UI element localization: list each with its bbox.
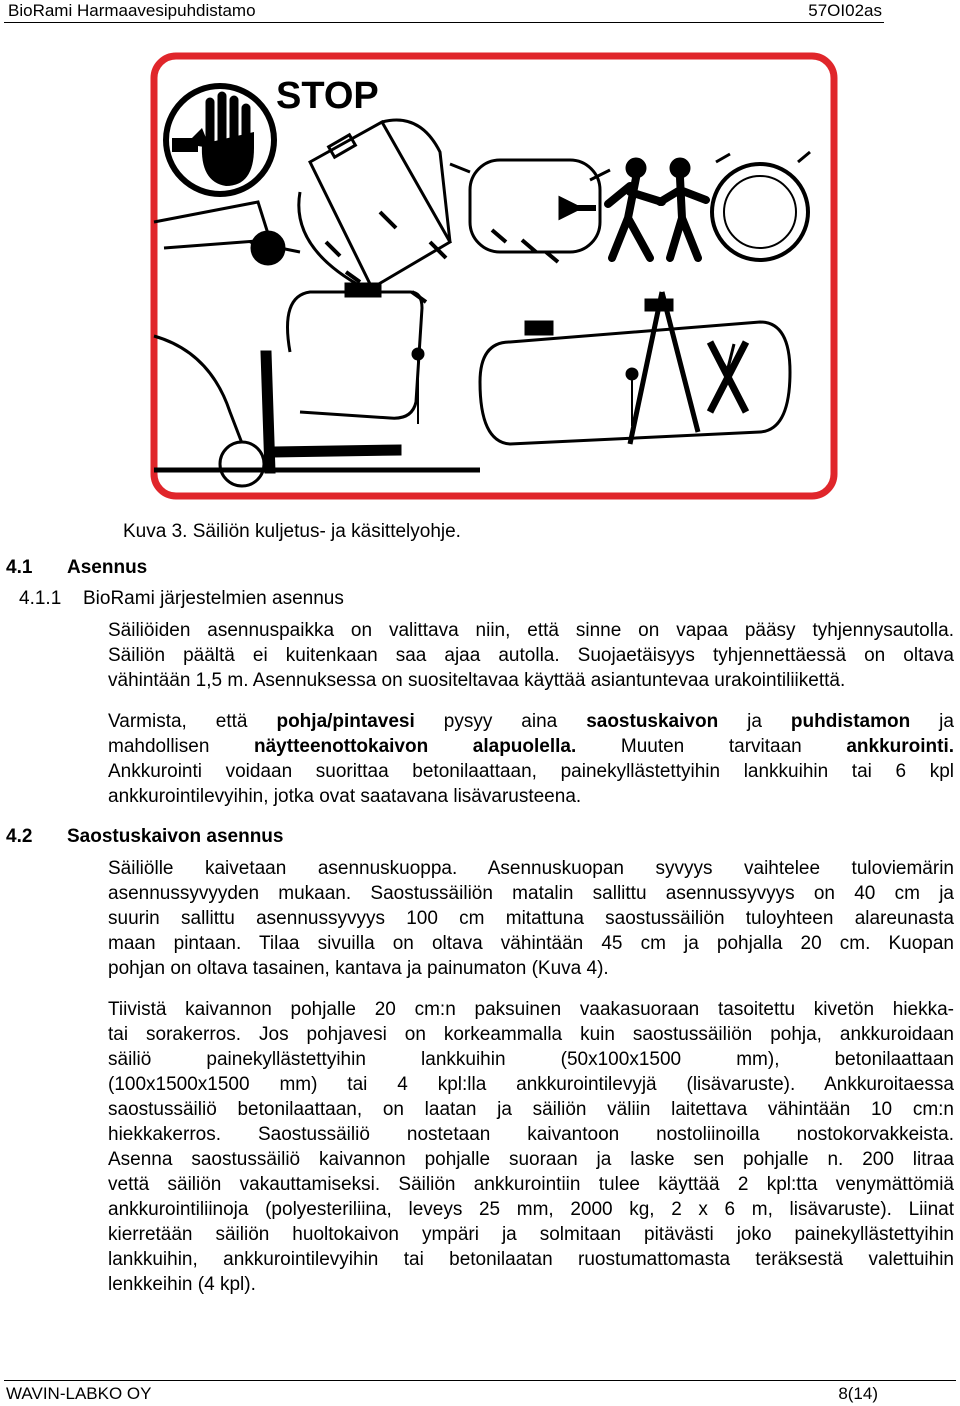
paragraph-line: Ankkurointi voidaan suorittaa betonilaattaan, painekyllästettyihin lankkuihin tai 6 kpl: [108, 761, 954, 782]
text-run: pysyy aina: [414, 711, 587, 732]
page-header: [4, 0, 884, 23]
paragraph-line: Tiivistä kaivannon pohjalle 20 cm:n paksuinen vaakasuoraan tasoitettu kivetön hiekka-: [108, 999, 954, 1020]
bold-run: saostuskaivon: [586, 711, 719, 732]
section-heading-4-2: [6, 826, 283, 848]
paragraph-installation-site: [108, 618, 954, 693]
paragraph-line: lenkkeihin (4 kpl).: [108, 1274, 256, 1295]
paragraph-line: tai sorakerros. Jos pohjavesi on korkeammalla kuin saostussäiliön pohja, ankkuroidaan: [108, 1024, 954, 1045]
paragraph-line: hiekkakerros. Saostussäiliö nostetaan kaivantoon nostoliinoilla nostokorvakkeista.: [108, 1124, 954, 1145]
page-footer: [4, 1380, 956, 1406]
paragraph-line: saostussäiliö betonilaattaan, on laatan ja säiliön väliin laitettava vähintään 10 cm:n: [108, 1099, 954, 1120]
section-number: 4.1: [6, 557, 33, 578]
bold-run: pohja/pintavesi: [276, 711, 415, 732]
handling-instructions-figure: [150, 52, 838, 504]
bold-run: näytteenottokaivon alapuolella.: [254, 736, 577, 757]
bold-run: puhdistamon: [790, 711, 911, 732]
stop-hand-icon: [166, 86, 274, 194]
header-document-code: 57OI02as: [808, 1, 882, 20]
paragraph-line: (100x1500x1500 mm) tai 4 kpl:lla ankkurointilevyjä (lisävaruste). Ankkuroitaessa: [108, 1074, 954, 1095]
section-heading-4-1: [6, 557, 147, 579]
section-title: Asennus: [67, 557, 148, 578]
subsection-title: BioRami järjestelmien asennus: [83, 588, 344, 609]
footer-page-number: 8(14): [838, 1384, 878, 1403]
paragraph-line: suurin sallittu asennussyvyys 100 cm mitattuna saostussäiliön tuloyhteen alareunasta: [108, 908, 954, 929]
footer-company: WAVIN-LABKO OY: [6, 1384, 152, 1403]
text-run: mahdollisen: [108, 736, 254, 757]
bold-run: ankkurointi.: [846, 736, 955, 757]
paragraph-line: lankkuihin, ankkurointilevyihin tai betonilaatan ruostumattomasta teräksestä valettuihin: [108, 1249, 954, 1270]
header-document-title: BioRami Harmaavesipuhdistamo: [8, 1, 256, 20]
paragraph-groundwater: [108, 709, 954, 809]
paragraph-line: Säiliön päältä ei kuitenkaan saa ajaa autolla. Suojaetäisyys tyhjennettäessä on oltava: [108, 645, 954, 666]
paragraph-line: [108, 734, 954, 759]
section-title: Saostuskaivon asennus: [67, 826, 284, 847]
paragraph-line: vähintään 1,5 m. Asennuksessa on suositeltavaa käyttää asiantuntevaa urakointiliikettä.: [108, 670, 846, 691]
paragraph-line: maan pintaan. Tilaa sivuilla on oltava vähintään 45 cm ja pohjalla 20 cm. Kuopan: [108, 933, 954, 954]
paragraph-line: asennussyvyyden mukaan. Saostussäiliön matalin sallittu asennussyvyys on 40 cm ja: [108, 883, 954, 904]
subsection-heading-4-1-1: [19, 588, 344, 610]
text-run: ja: [910, 711, 954, 732]
figure-caption: Kuva 3. Säiliön kuljetus- ja käsittelyohje.: [123, 521, 461, 542]
section-number: 4.2: [6, 826, 33, 847]
paragraph-line: Säiliöiden asennuspaikka on valittava niin, että sinne on vapaa pääsy tyhjennysautolla.: [108, 620, 954, 641]
paragraph-line: kierretään säiliön huoltokaivon ympäri ja solmitaan pitävästi joko painekyllästettyihin: [108, 1224, 954, 1245]
paragraph-line: [108, 709, 954, 734]
paragraph-line: Säiliölle kaivetaan asennuskuoppa. Asennuskuopan syvyys vaihtelee tuloviemärin: [108, 858, 954, 879]
stop-label: STOP: [276, 75, 379, 117]
paragraph-line: vettä säiliön vakauttamiseksi. Säiliön ankkurointiin tulee käyttää 2 kpl:tta venymättömiä: [108, 1174, 954, 1195]
paragraph-anchoring: [108, 997, 954, 1297]
subsection-number: 4.1.1: [19, 588, 62, 609]
text-run: Muuten tarvitaan: [576, 736, 847, 757]
paragraph-line: pohjan on oltava tasainen, kantava ja painumaton (Kuva 4).: [108, 958, 609, 979]
paragraph-line: ankkurointiliinoja (polyesteriliina, leveys 25 mm, 2000 kg, 2 x 6 m, lisävaruste). Liinat: [108, 1199, 954, 1220]
text-run: ja: [718, 711, 791, 732]
paragraph-line: säiliö painekyllästettyihin lankkuihin (50x100x1500 mm), betonilaattaan: [108, 1049, 954, 1070]
paragraph-excavation: [108, 856, 954, 981]
text-run: Varmista, että: [108, 711, 277, 732]
paragraph-line: ankkurointilevyihin, jotka ovat saatavana lisävarusteena.: [108, 786, 582, 807]
paragraph-line: Asenna saostussäiliö kaivannon pohjalle suoraan ja laske sen pohjalle n. 200 litraa: [108, 1149, 954, 1170]
